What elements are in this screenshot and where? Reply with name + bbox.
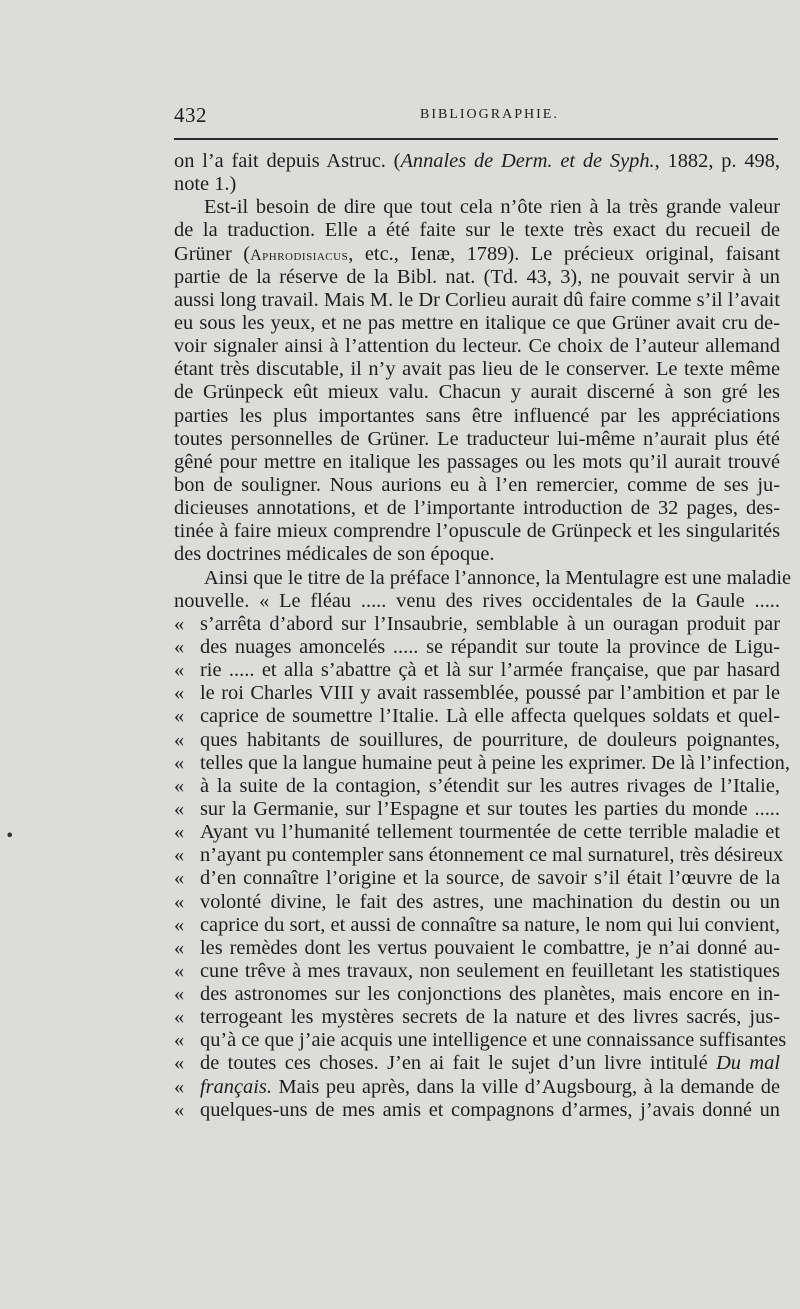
quote-line: « cune trêve à mes travaux, non seulement en feuilletant les statistiques [174,959,780,982]
header-rule [174,138,778,140]
quote-line: « des nuages amoncelés ..... se répandit sur toute la province de Ligu- [174,635,780,658]
quote-line: « d’en connaître l’origine et la source, de savoir s’il était l’œuvre de la [174,867,780,890]
page-header [174,103,778,127]
quote-line: « quelques-uns de mes amis et compagnons d’armes, j’avais donné un [174,1098,780,1121]
running-head: BIBLIOGRAPHIE. [420,107,559,122]
text-line: parties les plus importantes sans être influencé par les appréciations [174,404,780,427]
book-title-smallcaps: Aphrodisiacus [250,246,349,264]
text-line: aussi long travail. Mais M. le Dr Corlieu aurait dû faire comme s’il l’avait [174,288,780,311]
quote-line: « de toutes ces choses. J’en ai fait le sujet d’un livre intitulé Du mal [174,1052,781,1075]
quote-line: « terrogeant les mystères secrets de la nature et des livres sacrés, jus- [174,1006,780,1029]
quote-line: « caprice de soumettre l’Italie. Là elle affecta quelques soldats et quel- [174,705,780,728]
book-title-italic: français. [200,1075,272,1098]
quote-line: « Ayant vu l’humanité tellement tourmentée de cette terrible maladie et [174,821,780,844]
text-line: de la traduction. Elle a été faite sur le texte très exact du recueil de [174,219,780,242]
text-line: étant très discutable, il n’y avait pas lieu de le conserver. Le texte même [174,358,780,381]
quote-line: « n’ayant pu contempler sans étonnement ce mal surnaturel, très désireux [174,844,784,867]
quote-line: « rie ..... et alla s’abattre çà et là sur l’armée française, que par hasard [174,659,780,682]
text-line: Est-il besoin de dire que tout cela n’ôte rien à la très grande valeur [204,196,780,219]
margin-mark: • [5,826,15,845]
text-line: de Grünpeck eût mieux valu. Chacun y aurait discerné à son gré les [174,381,780,404]
text-line: on l’a fait depuis Astruc. (Annales de Derm. et de Syph., 1882, p. 498, [174,150,781,172]
quote-line: « s’arrêta d’abord sur l’Insaubrie, semblable à un ouragan produit par [174,612,780,635]
quote-line: « sur la Germanie, sur l’Espagne et sur toutes les parties du monde ..... [174,797,780,820]
text-line: voir signaler ainsi à l’attention du lecteur. Ce choix de l’auteur allemand [174,335,780,358]
text-line: dicieuses annotations, et de l’importante introduction de 32 pages, des- [174,497,780,520]
quote-line: « telles que la langue humaine peut à peine les exprimer. De là l’infection, [174,751,790,774]
body-text [174,150,792,1122]
quote-line: « caprice du sort, et aussi de connaître sa nature, le nom qui lui convient, [174,913,780,936]
text-line: Grüner (Aphrodisiacus, etc., Ienæ, 1789). Le précieux original, faisant [174,242,780,265]
text-line: gêné pour mettre en italique les passages ou les mots qu’il aurait trouvé [174,450,780,473]
quote-line: « français. Mais peu après, dans la ville d’Augsbourg, à la demande de [174,1075,780,1098]
quote-line: « des astronomes sur les conjonctions des planètes, mais encore en in- [174,983,780,1006]
page-number: 432 [174,103,207,127]
text-line: bon de souligner. Nous aurions eu à l’en remercier, comme de ses ju- [174,473,780,496]
text-line: partie de la réserve de la Bibl. nat. (Td. 43, 3), ne pouvait servir à un [174,265,780,288]
quote-line: « à la suite de la contagion, s’étendit sur les autres rivages de l’Italie, [174,774,780,797]
text-line: tinée à faire mieux comprendre l’opuscule de Grünpeck et les singularités [174,520,780,543]
text-line: note 1.) [174,173,237,196]
quote-line: « qu’à ce que j’aie acquis une intelligence et une connaissance suffisantes [174,1029,787,1052]
text-line: eu sous les yeux, et ne pas mettre en italique ce que Grüner avait cru de- [174,311,780,334]
text-line: des doctrines médicales de son époque. [174,543,495,566]
text-line: nouvelle. « Le fléau ..... venu des rives occidentales de la Gaule ..... [174,589,780,612]
quote-line: « ques habitants de souillures, de pourriture, de douleurs poignantes, [174,728,780,751]
quote-line: « le roi Charles VIII y avait rassemblée, poussé par l’ambition et par le [174,682,780,705]
text-line: Ainsi que le titre de la préface l’annonce, la Mentulagre est une maladie [204,566,792,589]
text-line: toutes personnelles de Grüner. Le traducteur lui-même n’aurait plus été [174,427,780,450]
quote-line: « volonté divine, le fait des astres, une machination du destin ou un [174,890,780,913]
journal-title: Annales de Derm. et de Syph. [400,150,655,172]
book-title-italic: Du mal [716,1052,781,1075]
quote-line: « les remèdes dont les vertus pouvaient le combattre, je n’ai donné au- [174,936,780,959]
